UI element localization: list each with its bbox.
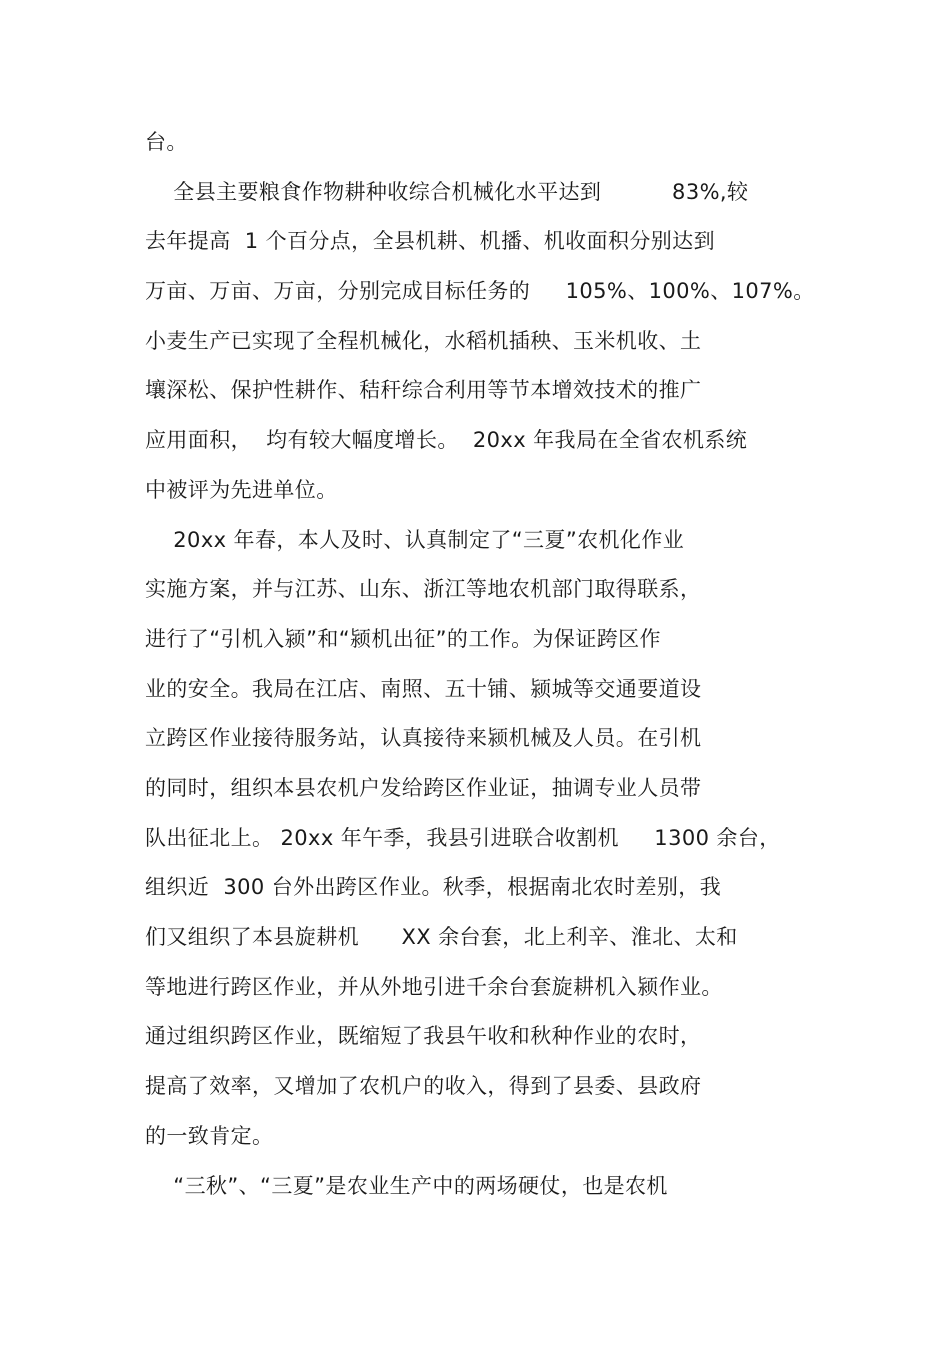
body-text-line: 立跨区作业接待服务站，认真接待来颍机械及人员。在引机 xyxy=(145,726,702,750)
body-text-line: 去年提高 1 个百分点，全县机耕、机播、机收面积分别达到 xyxy=(145,229,715,253)
body-text-line: 小麦生产已实现了全程机械化，水稻机插秧、玉米机收、土 xyxy=(145,329,702,353)
body-text-line: 应用面积， 均有较大幅度增长。 20xx 年我局在全省农机系统 xyxy=(145,428,748,452)
body-text-line: “三秋”、“三夏”是农业生产中的两场硬仗，也是农机 xyxy=(145,1174,668,1198)
body-text-line: 壤深松、保护性耕作、秸秆综合利用等节本增效技术的推广 xyxy=(145,378,702,402)
body-text-line: 万亩、万亩、万亩，分别完成目标任务的 105%、100%、107%。 xyxy=(145,279,815,303)
body-text-line: 实施方案，并与江苏、山东、浙江等地农机部门取得联系， xyxy=(145,577,702,601)
body-text-line: 全县主要粮食作物耕种收综合机械化水平达到 83%,较 xyxy=(145,180,749,204)
body-text-line: 们又组织了本县旋耕机 XX 余台套，北上利辛、淮北、太和 xyxy=(145,925,738,949)
body-text-line: 中被评为先进单位。 xyxy=(145,478,338,502)
body-text-line: 20xx 年春，本人及时、认真制定了“三夏”农机化作业 xyxy=(145,528,685,552)
body-text-line: 进行了“引机入颍”和“颍机出征”的工作。为保证跨区作 xyxy=(145,627,661,651)
body-text-line: 台。 xyxy=(145,130,188,154)
body-text-line: 通过组织跨区作业，既缩短了我县午收和秋种作业的农时， xyxy=(145,1024,702,1048)
body-text-line: 队出征北上。 20xx 年午季，我县引进联合收割机 1300 余台， xyxy=(145,826,781,850)
body-text-line: 的一致肯定。 xyxy=(145,1124,274,1148)
body-text-line: 提高了效率，又增加了农机户的收入，得到了县委、县政府 xyxy=(145,1074,702,1098)
body-text-line: 等地进行跨区作业，并从外地引进千余台套旋耕机入颍作业。 xyxy=(145,975,723,999)
body-text-line: 的同时，组织本县农机户发给跨区作业证，抽调专业人员带 xyxy=(145,776,702,800)
body-text-line: 业的安全。我局在江店、南照、五十铺、颍城等交通要道设 xyxy=(145,677,702,701)
body-text-line: 组织近 300 台外出跨区作业。秋季，根据南北农时差别，我 xyxy=(145,875,722,899)
